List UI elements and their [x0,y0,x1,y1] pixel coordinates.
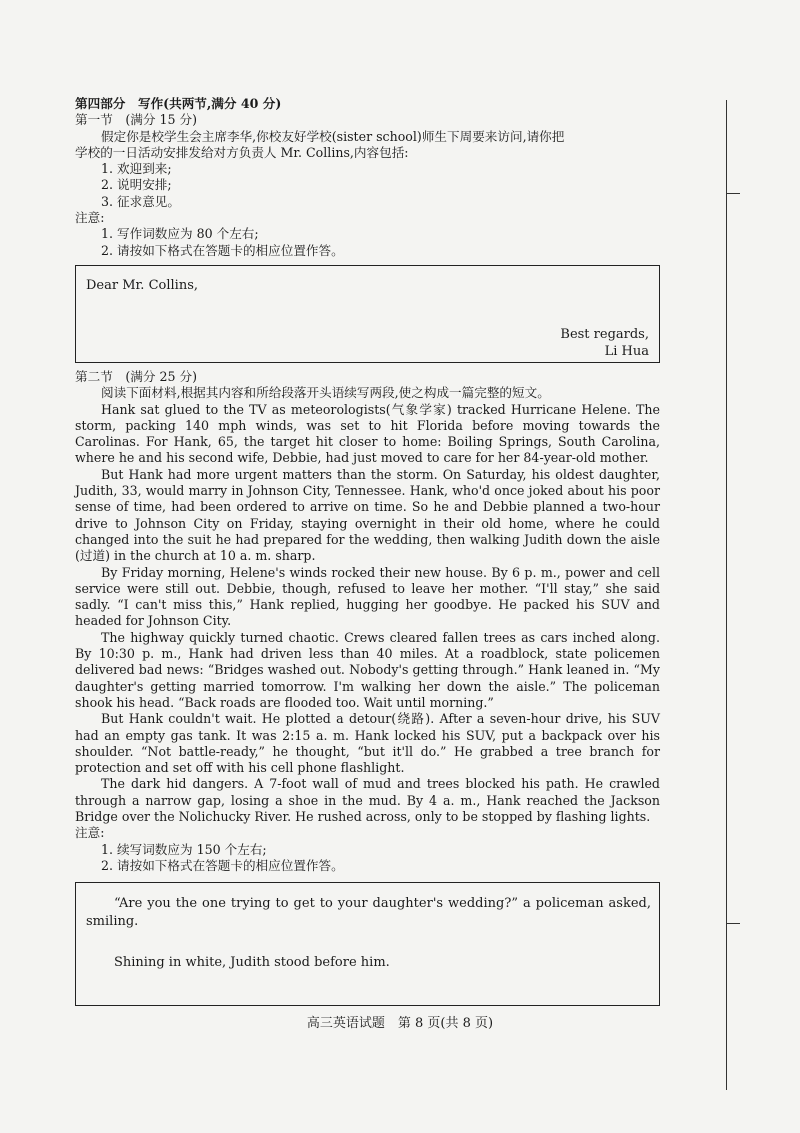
section2-note: 1. 续写词数应为 150 个左右; [101,841,267,857]
continuation-opening-1: “Are you the one trying to get to your daughter's wedding?” a policeman asked, smiling. [86,896,651,930]
section1-note: 2. 请按如下格式在答题卡的相应位置作答。 [101,242,344,258]
margin-tick [726,193,740,194]
section2-title: 第二节 (满分 25 分) [75,368,198,384]
section2-instruction: 阅读下面材料,根据其内容和所给段落开头语续写两段,使之构成一篇完整的短文。 [101,385,550,401]
section1-item: 3. 征求意见。 [101,193,180,209]
section1-title: 第一节 (满分 15 分) [75,112,198,128]
passage-paragraph: By Friday morning, Helene's winds rocked their new house. By 6 p. m., power and cell service were still out. Debbie, though, refused to leave her mother. “I'll stay,” she said sadly. “I can't miss this,” Hank replied, hugging her goodbye. He packed his SUV and headed for Johnson City. [75,564,660,629]
passage-paragraph: But Hank had more urgent matters than the storm. On Saturday, his oldest daughter, Judith, 33, would marry in Johnson City, Tennessee. Hank, who'd once joked about his poor sense of time, had been ordered to arrive on time. So he and Debbie planned a two-hour drive to Johnson City on Friday, staying overnight in their old home, where he could changed into the suit he had prepared for the wedding, then walking Judith down the aisle (过道) in the church at 10 a. m. sharp. [75,466,660,564]
passage-paragraph: Hank sat glued to the TV as meteorologists(气象学家) tracked Hurricane Helene. The storm, packing 140 mph winds, was set to hit Florida before moving towards the Carolinas. For Hank, 65, the target hit closer to home: Boiling Springs, South Carolina, where he and his second wife, Debbie, had just moved to care for her 84-year-old mother. [75,401,660,466]
section2-note: 2. 请按如下格式在答题卡的相应位置作答。 [101,857,344,873]
letter-closing: Best regards, [560,326,649,342]
passage-paragraph: The dark hid dangers. A 7-foot wall of mud and trees blocked his path. He crawled through a narrow gap, losing a shoe in the mud. By 4 a. m., Hank reached the Jackson Bridge over the Nolichucky River. He rushed across, only to be stopped by flashing lights. [75,776,660,824]
binding-margin-line [726,100,727,1090]
exam-content [75,96,660,1012]
passage-paragraph: But Hank couldn't wait. He plotted a detour(绕路). After a seven-hour drive, his SUV had an empty gas tank. It was 2:15 a. m. Hank locked his SUV, put a backpack over his shoulder. “Not battle-ready,” he thought, “but it'll do.” He grabbed a tree branch for protection and set off with his cell phone flashlight. [75,711,660,776]
part-heading: 第四部分 写作(共两节,满分 40 分) [75,96,282,111]
section1-prompt-line2: 学校的一日活动安排发给对方负责人 Mr. Collins,内容包括: [75,144,409,160]
letter-closing-block [560,326,649,360]
section1-note: 1. 写作词数应为 80 个左右; [101,226,259,242]
continuation-answer-box [75,882,660,1006]
letter-greeting: Dear Mr. Collins, [86,277,198,293]
margin-tick [726,923,740,924]
letter-signature: Li Hua [604,343,649,359]
section1-notes-title: 注意: [75,210,105,226]
section1-prompt-line1: 假定你是校学生会主席李华,你校友好学校(sister school)师生下周要来访问,请你把 [101,128,565,144]
section1-item: 1. 欢迎到来; [101,161,172,177]
section1-item: 2. 说明安排; [101,177,172,193]
passage-paragraph: The highway quickly turned chaotic. Crews cleared fallen trees as cars inched along. By 10:30 p. m., Hank had driven less than 40 miles. At a roadblock, state policemen delivered bad news: “Bridges washed out. Nobody's getting through.” Hank leaned in. “My daughter's getting married tomorrow. I'm walking her down the aisle.” The policeman shook his head. “Back roads are flooded too. Wait until morning.” [75,629,660,710]
page-footer: 高三英语试题 第 8 页(共 8 页) [306,1016,494,1031]
letter-answer-box [75,265,660,363]
continuation-opening-2: Shining in white, Judith stood before him. [114,955,390,971]
section2-notes-title: 注意: [75,825,105,841]
